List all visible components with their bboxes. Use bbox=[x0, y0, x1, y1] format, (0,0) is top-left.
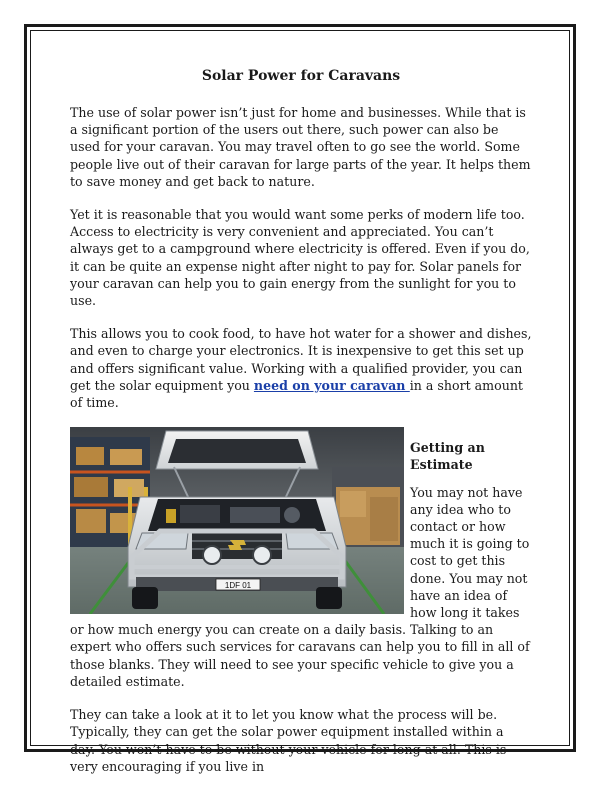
article-title: Solar Power for Caravans bbox=[201, 68, 401, 84]
paragraph-3-text-start: This allows you to cook food, to have hot water for a shower and dishes, and even to charge your electronics. It is inexpensive to get this set up and offers significant value. Working with a qualified provider, you can get the solar equipment you bbox=[70, 326, 532, 393]
paragraph-3 bbox=[70, 325, 532, 411]
vehicle-engine-photo bbox=[70, 427, 404, 614]
paragraph-2: Yet it is reasonable that you would want some perks of modern life too. Access to electricity is very convenient and appreciated. You can’t always get to a campground where electricity is offered. Even if you do, it can be quite an expense night after night to pay for. Solar panels for your caravan can help you to gain energy from the sunlight for you to use. bbox=[70, 207, 530, 309]
article bbox=[70, 66, 532, 791]
final-paragraph: They can take a look at it to let you know what the process will be. Typically, they can get the solar power equipment installed within a day. You won’t have to be without your vehicle for long at all. This is very encouraging if you live in bbox=[70, 707, 507, 774]
paragraph-3-text-end: in a short amount of time. bbox=[70, 377, 523, 411]
section-heading: Getting an Estimate bbox=[410, 440, 485, 473]
caravan-solar-link[interactable]: need on your caravan bbox=[253, 377, 410, 393]
number-plate-text: 1DF 01 bbox=[224, 581, 252, 591]
estimate-paragraph: You may not have any idea who to contact or how much it is going to cost to get this done. You may not have an idea of how long it takes or how much energy you can create on a daily basis. Talking to an expert who offers such services for caravans can help you to fill in all of those blanks. They will need to see your specific vehicle to give you a detailed estimate. bbox=[70, 484, 530, 689]
paragraph-1: The use of solar power isn’t just for home and businesses. While that is a significant portion of the users out there, such power can also be used for your caravan. You may travel often to go see the world. Some people live out of their caravan for large parts of the year. It helps them to save money and get back to nature. bbox=[70, 105, 531, 189]
